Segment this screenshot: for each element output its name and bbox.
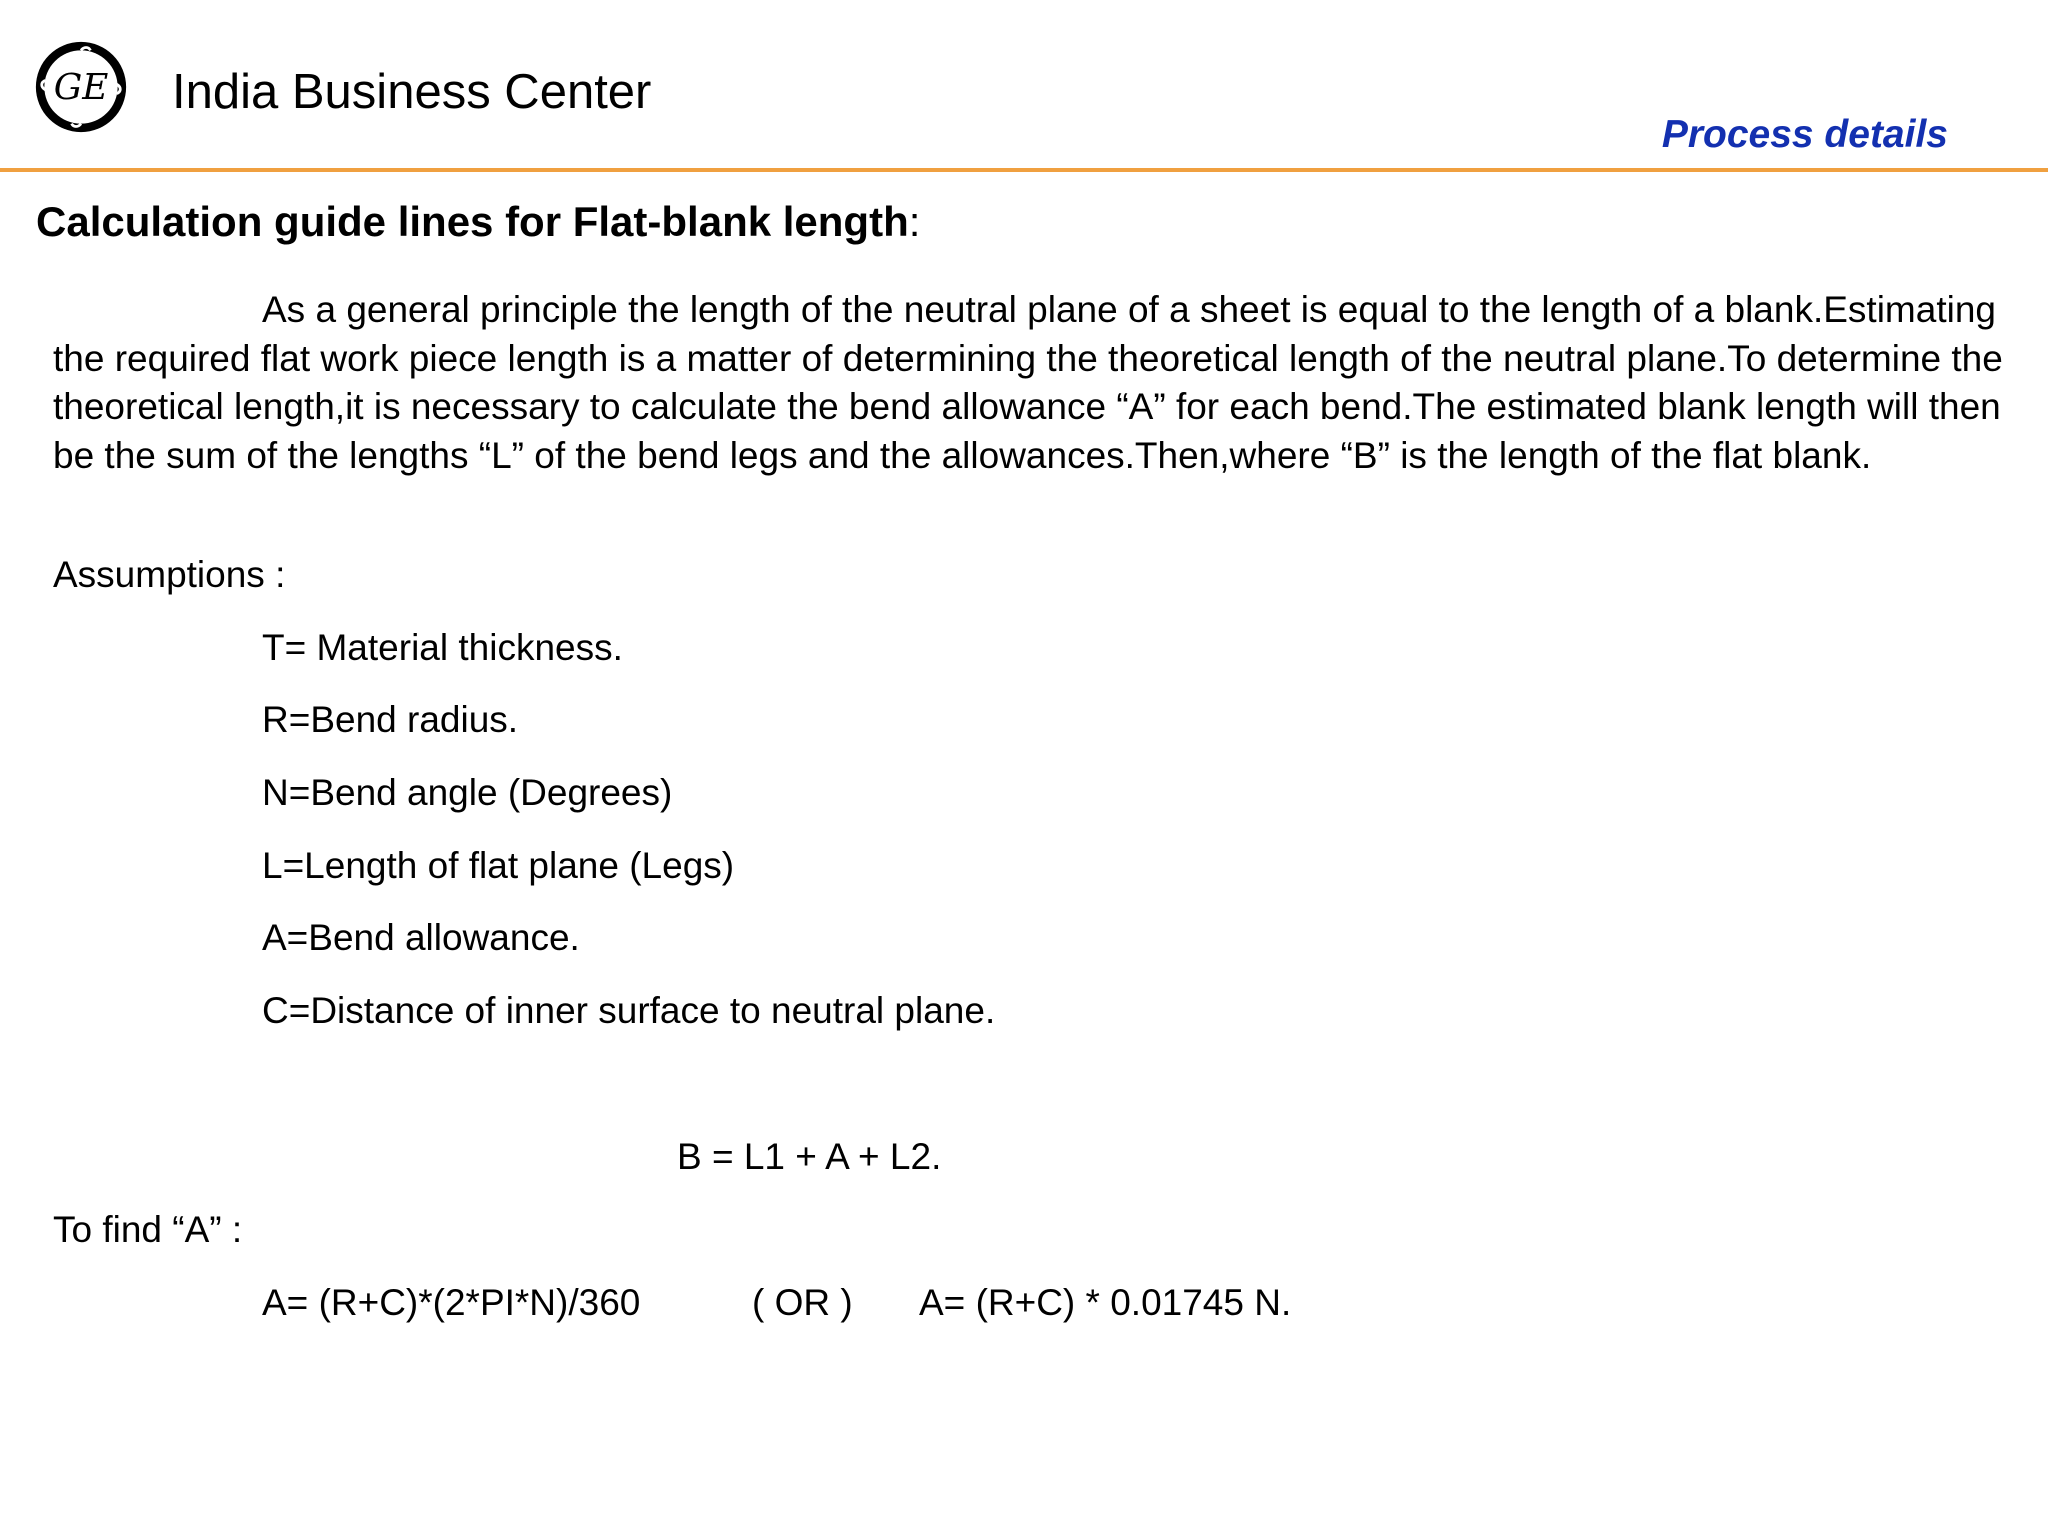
assumption-item: N=Bend angle (Degrees) <box>262 772 673 813</box>
ge-logo-text: GE <box>53 67 109 109</box>
assumptions-label: Assumptions : <box>53 554 286 595</box>
assumption-item: L=Length of flat plane (Legs) <box>262 845 735 886</box>
header-divider <box>0 168 2048 172</box>
assumption-item: T= Material thickness. <box>262 627 623 668</box>
page-title-colon: : <box>908 198 921 245</box>
formula-separator: ( OR ) <box>752 1282 853 1323</box>
ge-logo-icon <box>34 40 128 134</box>
assumption-item: A=Bend allowance. <box>262 917 580 958</box>
section-label: Process details <box>1661 113 1948 156</box>
find-a-label: To find “A” : <box>53 1209 243 1250</box>
bend-allowance-formula-1: A= (R+C)*(2*PI*N)/360 <box>262 1282 641 1323</box>
page-title-text: Calculation guide lines for Flat-blank length <box>36 198 909 245</box>
assumption-item: C=Distance of inner surface to neutral plane. <box>262 990 996 1031</box>
page-title <box>36 196 920 248</box>
organization-name: India Business Center <box>172 65 652 119</box>
assumption-item: R=Bend radius. <box>262 699 519 740</box>
blank-length-formula: B = L1 + A + L2. <box>677 1136 942 1177</box>
bend-allowance-formula-2: A= (R+C) * 0.01745 N. <box>919 1282 1292 1323</box>
intro-paragraph: As a general principle the length of the neutral plane of a sheet is equal to the length of a blank.Estimating the required flat work piece length is a matter of determining the theoretical length of the neutral plane.To determine the theoretical length,it is necessary to calculate the bend allowance “A” for each bend.The estimated blank length will then be the sum of the lengths “L” of the bend legs and the allowances.Then,where “B” is the length of the flat blank. <box>53 289 2003 476</box>
